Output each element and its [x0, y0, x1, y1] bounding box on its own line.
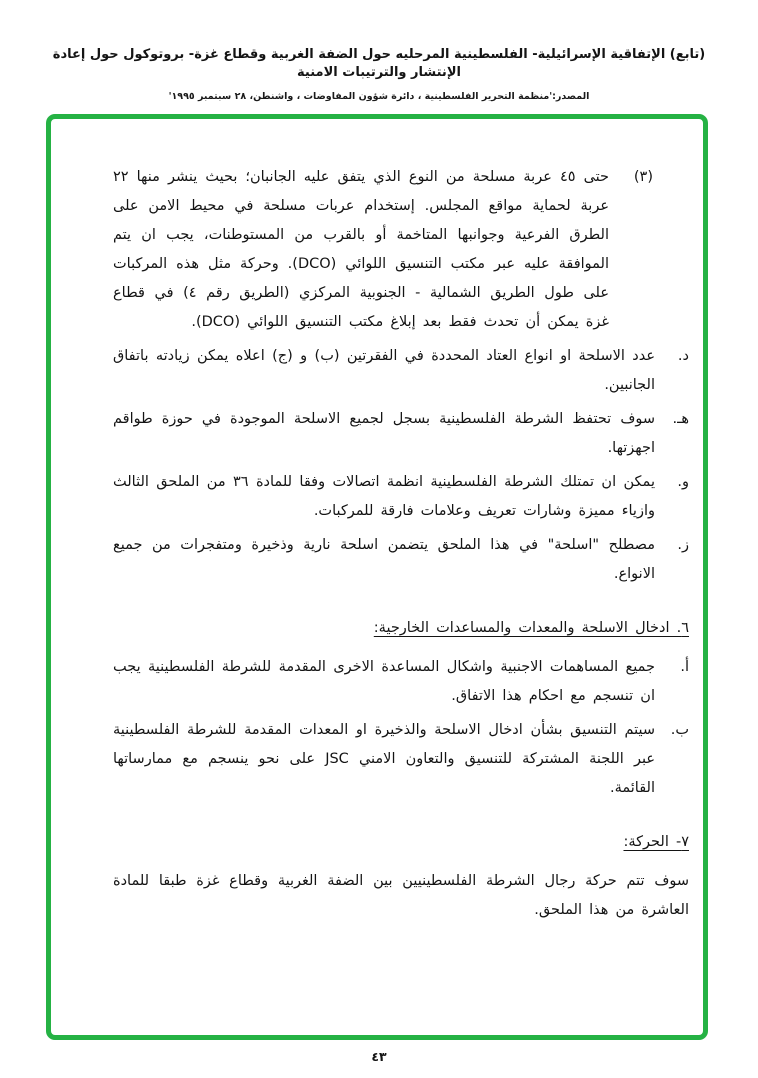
list-item-h	[113, 405, 689, 463]
list-item-d	[113, 342, 689, 400]
list-item-w	[113, 468, 689, 526]
section-7-paragraph: سوف تتم حركة رجال الشرطة الفلسطينيين بين الضفة الغربية وقطاع غزة طبقا للمادة العاشرة من هذا الملحق.	[113, 873, 689, 918]
item-marker: هـ.	[672, 411, 689, 427]
item-marker: أ.	[680, 659, 689, 675]
item-marker: د.	[677, 348, 689, 364]
document-source-line: المصدر:'منظمة التحرير الفلسطينية ، دائرة شؤون المفاوضات ، واشنطن، ٢٨ سبتمبر ١٩٩٥'	[168, 91, 590, 102]
item-marker: ز.	[677, 537, 689, 553]
page-header	[0, 46, 758, 102]
list-item-3	[113, 163, 689, 337]
section-7-heading	[113, 828, 689, 857]
item-text: مصطلح "اسلحة" في هذا الملحق يتضمن اسلحة نارية وذخيرة ومتفجرات من جميع الانواع.	[113, 537, 655, 582]
document-body	[51, 119, 703, 925]
item-text: حتى ٤٥ عربة مسلحة من النوع الذي يتفق عليه الجانبان؛ بحيث ينشر منها ٢٢ عربة لحماية مواقع المجلس. إستخدام عربات مسلحة في محيط الامن على الطرق الفرعية وجوانبها المتاخمة أو بالقرب من المستوطنات، يجب ان يتم الموافقة عليه عبر مكتب التنسيق اللوائي (DCO). وحركة مثل هذه المركبات على طول الطريق الشمالية - الجنوبية المركزي (الطريق رقم ٤) في قطاع غزة يمكن أن تحدث فقط بعد إبلاغ مكتب التنسيق اللوائي (DCO).	[113, 169, 610, 330]
item-text: يمكن ان تمتلك الشرطة الفلسطينية انظمة اتصالات وفقا للمادة ٣٦ من الملحق الثالث وازياء مميزة وشارات تعريف وعلامات فارقة للمركبات.	[113, 474, 655, 519]
list-item-z	[113, 531, 689, 589]
content-frame-border	[46, 114, 708, 1040]
item-marker: و.	[677, 474, 689, 490]
section-6-heading	[113, 614, 689, 643]
document-title: (تابع) الإتفاقية الإسرائيلية- الفلسطينية المرحليه حول الضفة الغربية وقطاع غزة- بروتوكول حول إعادة الإنتشار والترتيبات الامنية	[52, 47, 706, 80]
item-text: سيتم التنسيق بشأن ادخال الاسلحة والذخيرة او المعدات المقدمة للشرطة الفلسطينية عبر اللجنة المشتركة للتنسيق والتعاون الامني JSC على نحو ينسجم مع ممارساتها القائمة.	[113, 722, 655, 796]
item-text: عدد الاسلحة او انواع العتاد المحددة في الفقرتين (ب) و (ج) اعلاه يمكن زيادته باتفاق الجانبين.	[113, 348, 655, 393]
item-text: سوف تحتفظ الشرطة الفلسطينية بسجل لجميع الاسلحة الموجودة في حوزة طواقم اجهزتها.	[113, 411, 655, 456]
page-number: ٤٣	[371, 1049, 387, 1064]
item-marker: (٣)	[633, 169, 653, 185]
item-text: جميع المساهمات الاجنبية واشكال المساعدة الاخرى المقدمة للشرطة الفلسطينية يجب ان تنسجم مع احكام هذا الاتفاق.	[113, 659, 655, 704]
item-marker: ب.	[670, 722, 689, 738]
section-6-heading-text: ٦. ادخال الاسلحة والمعدات والمساعدات الخارجية:	[373, 620, 689, 636]
list-item-a	[113, 653, 689, 711]
list-item-b	[113, 716, 689, 803]
section-7-heading-text: ٧- الحركة:	[623, 834, 689, 850]
